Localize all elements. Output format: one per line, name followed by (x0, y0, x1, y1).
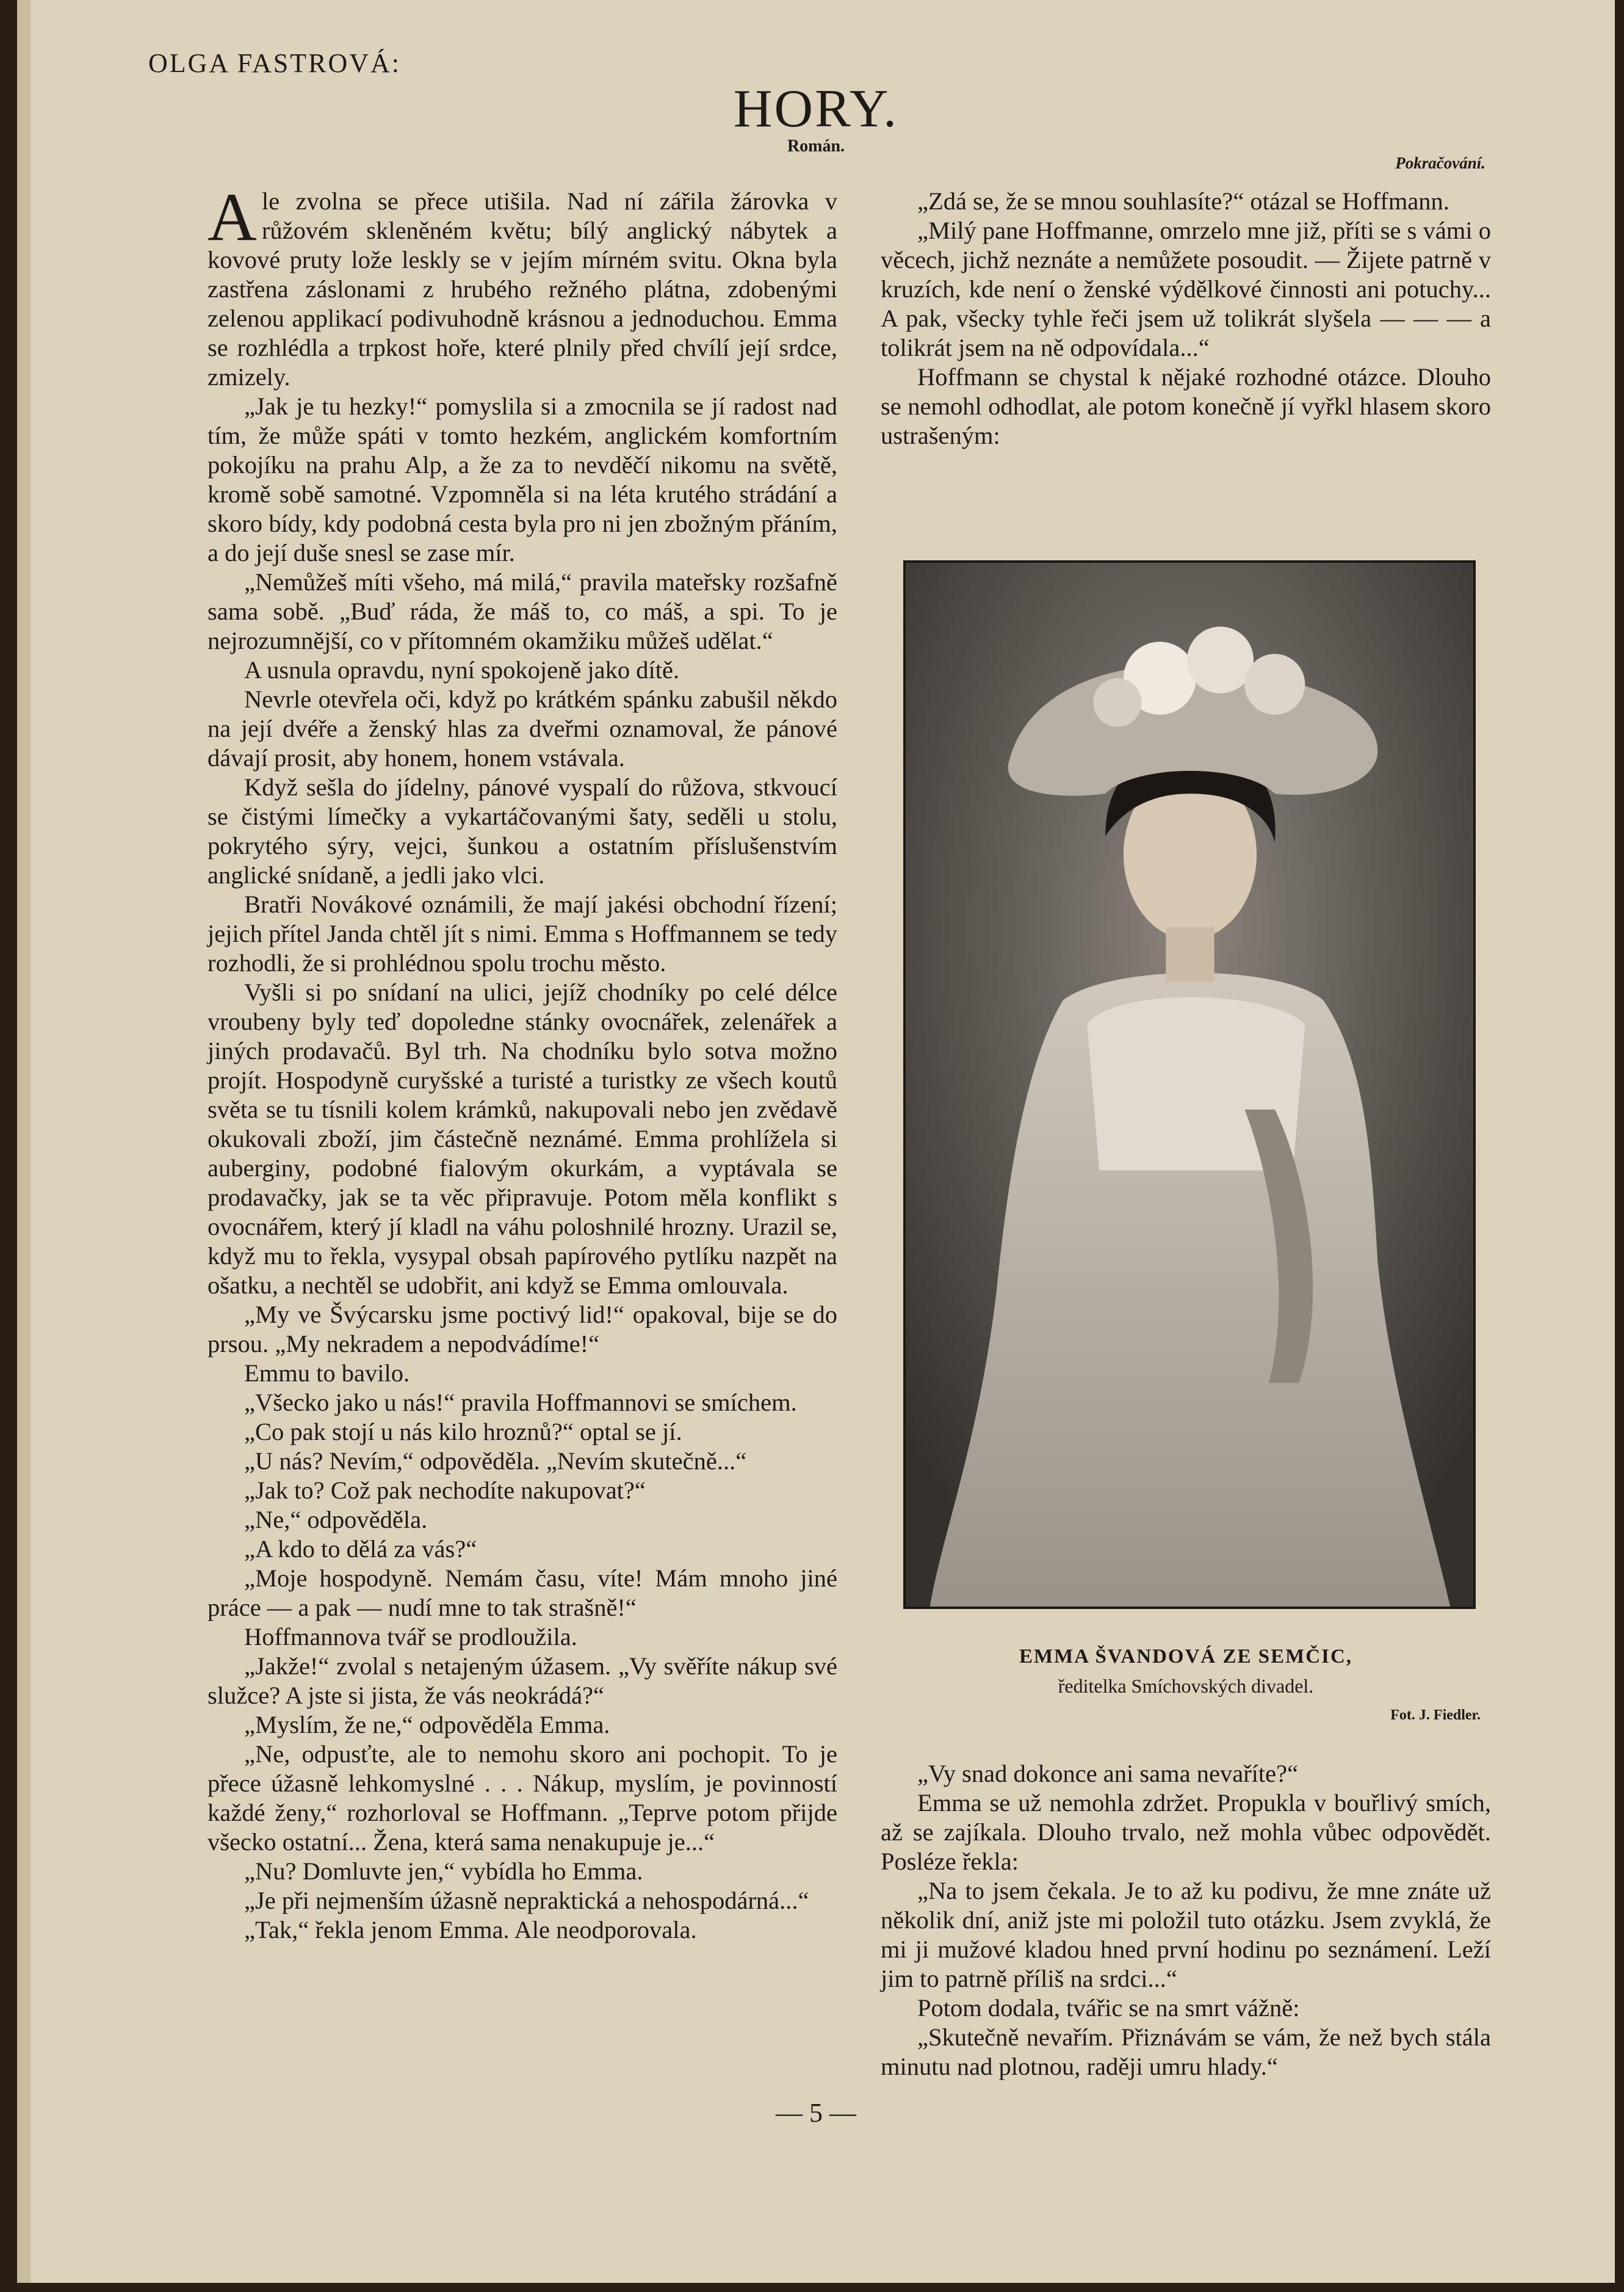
page-binding-edge (17, 0, 31, 2283)
right-text-column-bottom (881, 1759, 1491, 2081)
photo-credit: Fot. J. Fiedler. (1390, 1707, 1481, 1723)
paragraph: Když sešla do jídelny, pánové vyspalí do růžova, stkvoucí se čistými límečky a vykartáčovanými šaty, seděli u stolu, pokrytého sýry, vejci, šunkou a ostatním příslušenstvím anglické snídaně, a jedli jako vlci. (208, 773, 837, 889)
paragraph: „Nu? Domluvte jen,“ vybídla ho Emma. (244, 1857, 643, 1885)
paragraph: „Skutečně nevařím. Přiznávám se vám, že než bych stála minutu nad plotnou, raději umru hlady.“ (881, 2023, 1491, 2080)
paragraph: „Zdá se, že se mnou souhlasíte?“ otázal se Hoffmann. (917, 187, 1449, 215)
paragraph: „Ne,“ odpověděla. (244, 1506, 428, 1533)
paragraph: „Jak je tu hezky!“ pomyslila si a zmocnila se jí radost nad tím, že může spáti v tomto hezkém, anglickém komfortním pokojíku na prahu Alp, a že za to nevděčí nikomu na světě, kromě sobě samotné. Vzpomněla si na léta krutého strádání a skoro bídy, kdy podobná cesta byla pro ni jen zbožným přáním, a do její duše snesl se zase mír. (208, 392, 837, 566)
paragraph: „U nás? Nevím,“ odpověděla. „Nevím skutečně...“ (244, 1447, 747, 1475)
paragraph: Emma se už nemohla zdržet. Propukla v bouřlivý smích, až se zajíkala. Dlouho trvalo, než mohla vůbec odpovědět. Posléze řekla: (881, 1789, 1491, 1875)
paragraph: „Na to jsem čekala. Je to až ku podivu, že mne znáte už několik dní, aniž jste mi položil tuto otázku. Jsem zvyklá, že mi ji mužové kladou hned první hodinu po seznámení. Leží jim to patrně příliš na srdci...“ (881, 1877, 1491, 1992)
article-genre: Román. (787, 137, 845, 156)
paragraph: Hoffmann se chystal k nějaké rozhodné otázce. Dlouho se nemohl odhodlat, ale potom konečně jí vyřkl hlasem skoro ustrašeným: (881, 363, 1491, 449)
paragraph: „Jakže!“ zvolal s netajeným úžasem. „Vy svěříte nákup své služce? A jste si jista, že vás neokrádá?“ (208, 1652, 837, 1709)
paragraph: „Je při nejmenším úžasně nepraktická a nehospodárná...“ (244, 1887, 809, 1914)
paragraph: „Ne, odpusťte, ale to nemohu skoro ani pochopit. To je přece úžasně lehkomyslné . . . Nákup, myslím, je povinností každé ženy,“ rozhorloval se Hoffmann. „Teprve potom přijde všecko ostatní... Žena, která sama nenakupuje je...“ (208, 1740, 837, 1856)
paragraph: „Jak to? Což pak nechodíte nakupovat?“ (244, 1477, 646, 1504)
paragraph: „Myslím, že ne,“ odpověděla Emma. (244, 1711, 610, 1738)
right-text-column-top (881, 187, 1491, 450)
paragraph: „Nemůžeš míti všeho, má milá,“ pravila mateřsky rozšafně sama sobě. „Buď ráda, že máš to, co máš, a spi. To je nejrozumnější, co v přítomném okamžiku můžeš udělat.“ (208, 568, 837, 654)
page-number: — 5 — (776, 2098, 856, 2128)
paragraph: Nevrle otevřela oči, když po krátkém spánku zabušil někdo na její dvéře a ženský hlas za dveřmi oznamoval, že pánové dávají prosit, aby honem, honem vstávala. (208, 685, 837, 772)
paragraph: Emmu to bavilo. (244, 1359, 410, 1387)
portrait-photo (903, 560, 1476, 1609)
paragraph: „Moje hospodyně. Nemám času, víte! Mám mnoho jiné práce — a pak — nudí mne to tak strašně!“ (208, 1564, 837, 1621)
paragraph: Potom dodala, tvářic se na smrt vážně: (917, 1994, 1300, 2022)
paragraph: Vyšli si po snídaní na ulici, jejíž chodníky po celé délce vroubeny byly teď dopoledne stánky ovocnářek, zelenářek a jiných prodavačů. Byl trh. Na chodníku bylo sotva možno projít. Hospodyně curyšské a turisté a turistky ze všech koutů světa se tu tísnili kolem krámků, nakupovali nebo jen zvědavě okukovali zboží, jim částečně neznámé. Emma prohlížela si auberginy, podobné fialovým okurkám, a vyptávala se prodavačky, jak se ta věc připravuje. Potom měla konflikt s ovocnářem, který jí kladl na váhu poloshnilé hrozny. Urazil se, když mu to řekla, vysypal obsah papírového pytlíku nazpět na ošatku, a nechtěl se udobřit, ani když se Emma omlouvala. (208, 978, 837, 1299)
paragraph: „My ve Švýcarsku jsme poctivý lid!“ opakoval, bije se do prsou. „My nekradem a nepodvádíme!“ (208, 1301, 837, 1357)
paragraph: A usnula opravdu, nyní spokojeně jako dítě. (244, 656, 680, 684)
continuation-note: Pokračování. (1395, 154, 1485, 172)
paragraph: „Milý pane Hoffmanne, omrzelo mne již, příti se s vámi o věcech, jichž neznáte a nemůžete posoudit. — Žijete patrně v kruzích, kde není o ženské výdělkové činnosti ani potuchy... A pak, všecky tyhle řeči jsem už tolikrát slyšela — — — a tolikrát jsem na ně odpovídala...“ (881, 217, 1491, 361)
photo-caption-role: ředitelka Smíchovských divadel. (1058, 1675, 1314, 1697)
photo-caption-name: EMMA ŠVANDOVÁ ZE SEMČIC, (1019, 1646, 1353, 1668)
portrait-illustration (906, 563, 1473, 1607)
paragraph: „Všecko jako u nás!“ pravila Hoffmannovi se smíchem. (244, 1389, 797, 1416)
author-name: OLGA FASTROVÁ: (148, 48, 402, 78)
magazine-page (17, 0, 1615, 2283)
article-title: HORY. (733, 79, 899, 139)
paragraph: „A kdo to dělá za vás?“ (244, 1535, 477, 1563)
left-text-column (208, 179, 837, 1945)
paragraph: „Tak,“ řekla jenom Emma. Ale neodporovala. (244, 1916, 697, 1943)
paragraph: „Co pak stojí u nás kilo hroznů?“ optal se jí. (244, 1418, 682, 1445)
paragraph: „Vy snad dokonce ani sama nevaříte?“ (917, 1760, 1299, 1787)
paragraph: Ale zvolna se přece utišila. Nad ní zářila žárovka v růžovém skleněném květu; bílý anglický nábytek a kovové pruty lože leskly se v jejím mírném svitu. Okna byla zastřena záslonami z hrubého režného plátna, zdobenými zelenou applikací podivuhodně krásnou a jednoduchou. Emma se rozhlédla a trpkost hoře, které plnily před chvílí její srdce, zmizely. (208, 179, 837, 391)
paragraph: Bratři Novákové oznámili, že mají jakési obchodní řízení; jejich přítel Janda chtěl jít s nimi. Emma s Hoffmannem se tedy rozhodli, že si prohlédnou spolu trochu město. (208, 891, 837, 977)
drop-cap: A (208, 179, 257, 255)
paragraph: Hoffmannova tvář se prodloužila. (244, 1623, 577, 1650)
